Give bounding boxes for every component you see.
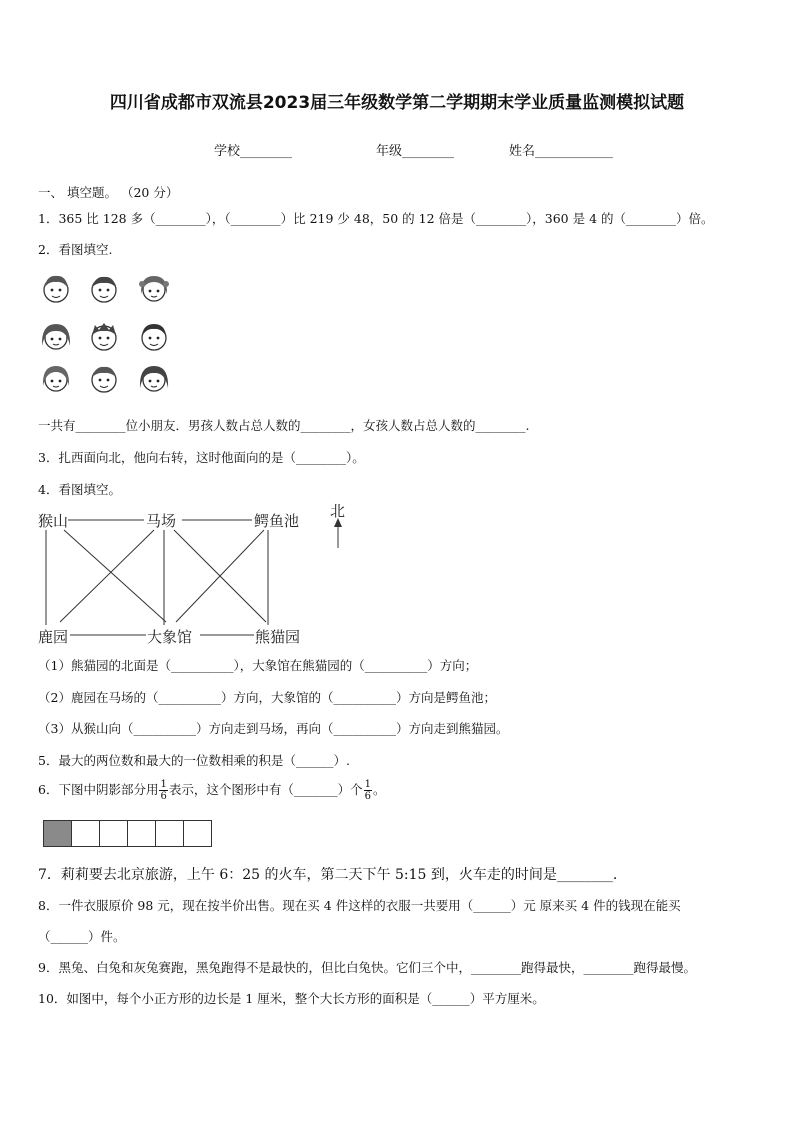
name-field: 姓名____________ — [509, 144, 614, 159]
question-5: 5．最大的两位数和最大的一位数相乘的积是（______）. — [38, 753, 350, 768]
question-1: 1．365 比 128 多（________），（________）比 219 少 48，50 的 12 倍是（________），360 是 4 的（________）倍。 — [38, 211, 714, 226]
boy-face-icon — [87, 272, 121, 306]
map-label-monkey-hill: 猴山 — [38, 512, 69, 530]
question-4-3: （3）从猴山向（__________）方向走到马场，再向（__________）方向走到熊猫园。 — [38, 721, 509, 736]
girl-face-icon — [39, 320, 73, 354]
map-label-deer-park: 鹿园 — [38, 628, 69, 646]
map-label-crocodile-pool: 鳄鱼池 — [254, 512, 300, 530]
fraction-strip — [44, 820, 212, 847]
question-2-text: 一共有________位小朋友．男孩人数占总人数的________，女孩人数占总人数的________. — [38, 418, 530, 433]
question-9: 9．黑兔、白兔和灰兔赛跑，黑兔跑得不是最快的，但比白兔快。它们三个中，________跑得最快，________跑得最慢。 — [38, 960, 696, 975]
question-8-line-2: （______）件。 — [38, 929, 126, 944]
fraction-numerator: 1 — [364, 779, 371, 790]
girl-face-icon — [39, 362, 73, 396]
fraction-numerator: 1 — [160, 779, 167, 790]
boy-face-icon — [87, 362, 121, 396]
blank-cell — [183, 820, 212, 847]
school-field: 学校________ — [214, 144, 293, 159]
question-6-prefix: 6．下图中阴影部分用 — [38, 782, 159, 797]
fraction-denominator: 6 — [364, 791, 371, 802]
girl-face-icon — [137, 362, 171, 396]
question-8-line-1: 8．一件衣服原价 98 元，现在按半价出售。现在买 4 件这样的衣服一共要用（______）元 原来买 4 件的钱现在能买 — [38, 898, 681, 913]
boy-face-icon — [87, 320, 121, 354]
map-label-elephant-hall: 大象馆 — [147, 628, 193, 646]
map-label-horse-farm: 马场 — [146, 512, 177, 530]
question-4-1: （1）熊猫园的北面是（__________），大象馆在熊猫园的（__________）方向； — [38, 658, 478, 673]
map-diagram — [30, 500, 370, 650]
map-north-label: 北 — [330, 502, 346, 520]
blank-cell — [71, 820, 100, 847]
fraction-one-sixth — [364, 779, 372, 802]
grade-field: 年级________ — [376, 144, 455, 159]
girl-face-icon — [137, 272, 171, 306]
boy-face-icon — [39, 272, 73, 306]
blank-cell — [99, 820, 128, 847]
fraction-one-sixth — [159, 779, 167, 802]
fraction-denominator: 6 — [160, 791, 167, 802]
blank-cell — [127, 820, 156, 847]
map-label-panda-park: 熊猫园 — [255, 628, 301, 646]
blank-cell — [155, 820, 184, 847]
question-4-heading: 4．看图填空。 — [38, 482, 121, 497]
question-6 — [38, 779, 386, 802]
shaded-cell — [43, 820, 72, 847]
question-6-middle: 表示，这个图形中有（_______）个 — [168, 782, 363, 797]
question-7: 7．莉莉要去北京旅游，上午 6：25 的火车，第二天下午 5:15 到，火车走的时间是________. — [38, 867, 618, 883]
question-2-heading: 2．看图填空. — [38, 242, 113, 257]
boy-face-icon — [137, 320, 171, 354]
section-1-heading: 一、 填空题。 （20 分） — [38, 185, 179, 200]
question-10: 10．如图中，每个小正方形的边长是 1 厘米，整个大长方形的面积是（______）平方厘米。 — [38, 991, 545, 1006]
question-3: 3．扎西面向北，他向右转，这时他面向的是（________）。 — [38, 450, 365, 465]
question-4-2: （2）鹿园在马场的（__________）方向，大象馆的（__________）方向是鳄鱼池； — [38, 690, 496, 705]
question-6-suffix: 。 — [372, 782, 386, 797]
page-title: 四川省成都市双流县2023届三年级数学第二学期期末学业质量监测模拟试题 — [109, 93, 685, 113]
